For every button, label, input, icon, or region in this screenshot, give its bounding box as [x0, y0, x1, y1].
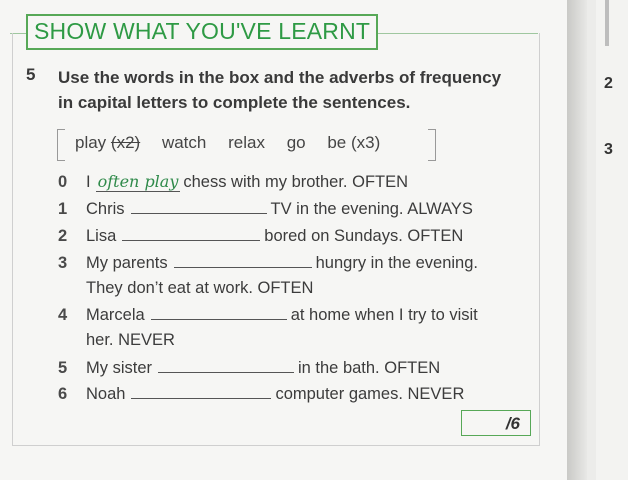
sentence-number: 0 [58, 173, 68, 191]
word-box [75, 133, 380, 153]
instruction-line-2: in capital letters to complete the sentences. [58, 93, 411, 112]
answer-blank-2[interactable] [122, 226, 260, 241]
word-be: be (x3) [327, 133, 381, 152]
adjacent-page-number-3: 3 [604, 141, 613, 158]
sentence-number: 3 [58, 254, 68, 272]
word-relax: relax [228, 133, 265, 152]
adjacent-page-number-2: 2 [604, 75, 613, 92]
instruction-line-1: Use the words in the box and the adverbs of frequency [58, 68, 502, 87]
sentence-start: My parents [86, 254, 168, 272]
sentence-5 [58, 358, 440, 378]
sentence-number: 6 [58, 385, 68, 403]
section-title: SHOW WHAT YOU'VE LEARNT [26, 14, 378, 50]
answer-blank-6[interactable] [131, 384, 271, 399]
sentence-start: Chris [86, 200, 125, 218]
sentence-3 [58, 253, 478, 273]
sentence-number: 1 [58, 200, 68, 218]
task-number: 5 [26, 65, 36, 84]
adjacent-page [596, 0, 628, 480]
task-instruction [58, 65, 538, 115]
handwritten-answer: often play [97, 172, 179, 191]
sentence-end: chess with my brother. OFTEN [183, 173, 409, 191]
word-play-count-struck: (x2) [110, 133, 141, 152]
adjacent-page-rule [605, 0, 609, 46]
sentence-end: at home when I try to visit [290, 306, 478, 324]
sentence-number: 5 [58, 359, 68, 377]
word-box-left-bracket [57, 129, 65, 161]
sentence-end: in the bath. OFTEN [298, 359, 441, 377]
sentence-end: computer games. NEVER [275, 385, 465, 403]
answer-blank-3[interactable] [174, 253, 312, 268]
sentence-3-continuation: They don’t eat at work. OFTEN [86, 279, 314, 297]
sentence-end: bored on Sundays. OFTEN [264, 227, 464, 245]
gutter-shadow [567, 0, 587, 480]
sentence-start: I [86, 173, 91, 191]
sentence-end: TV in the evening. ALWAYS [270, 200, 473, 218]
word-box-right-bracket [428, 129, 436, 161]
sentence-2 [58, 226, 463, 246]
answer-blank-1[interactable] [131, 199, 267, 214]
sentence-6 [58, 384, 464, 404]
score-box: /6 [461, 410, 531, 436]
answer-blank-5[interactable] [158, 358, 294, 373]
word-watch: watch [161, 133, 207, 152]
sentence-number: 2 [58, 227, 68, 245]
sentence-0 [58, 172, 408, 192]
word-go: go [286, 133, 306, 152]
answer-blank-4[interactable] [151, 305, 287, 320]
sentence-4-continuation: her. NEVER [86, 331, 175, 349]
sentence-1 [58, 199, 473, 219]
sentence-start: Noah [86, 385, 126, 403]
sentence-number: 4 [58, 306, 68, 324]
word-play: play [75, 133, 107, 152]
sentence-start: Marcela [86, 306, 145, 324]
sentence-start: Lisa [86, 227, 117, 245]
sentence-end: hungry in the evening. [315, 254, 478, 272]
sentence-4 [58, 305, 478, 325]
sentence-start: My sister [86, 359, 152, 377]
